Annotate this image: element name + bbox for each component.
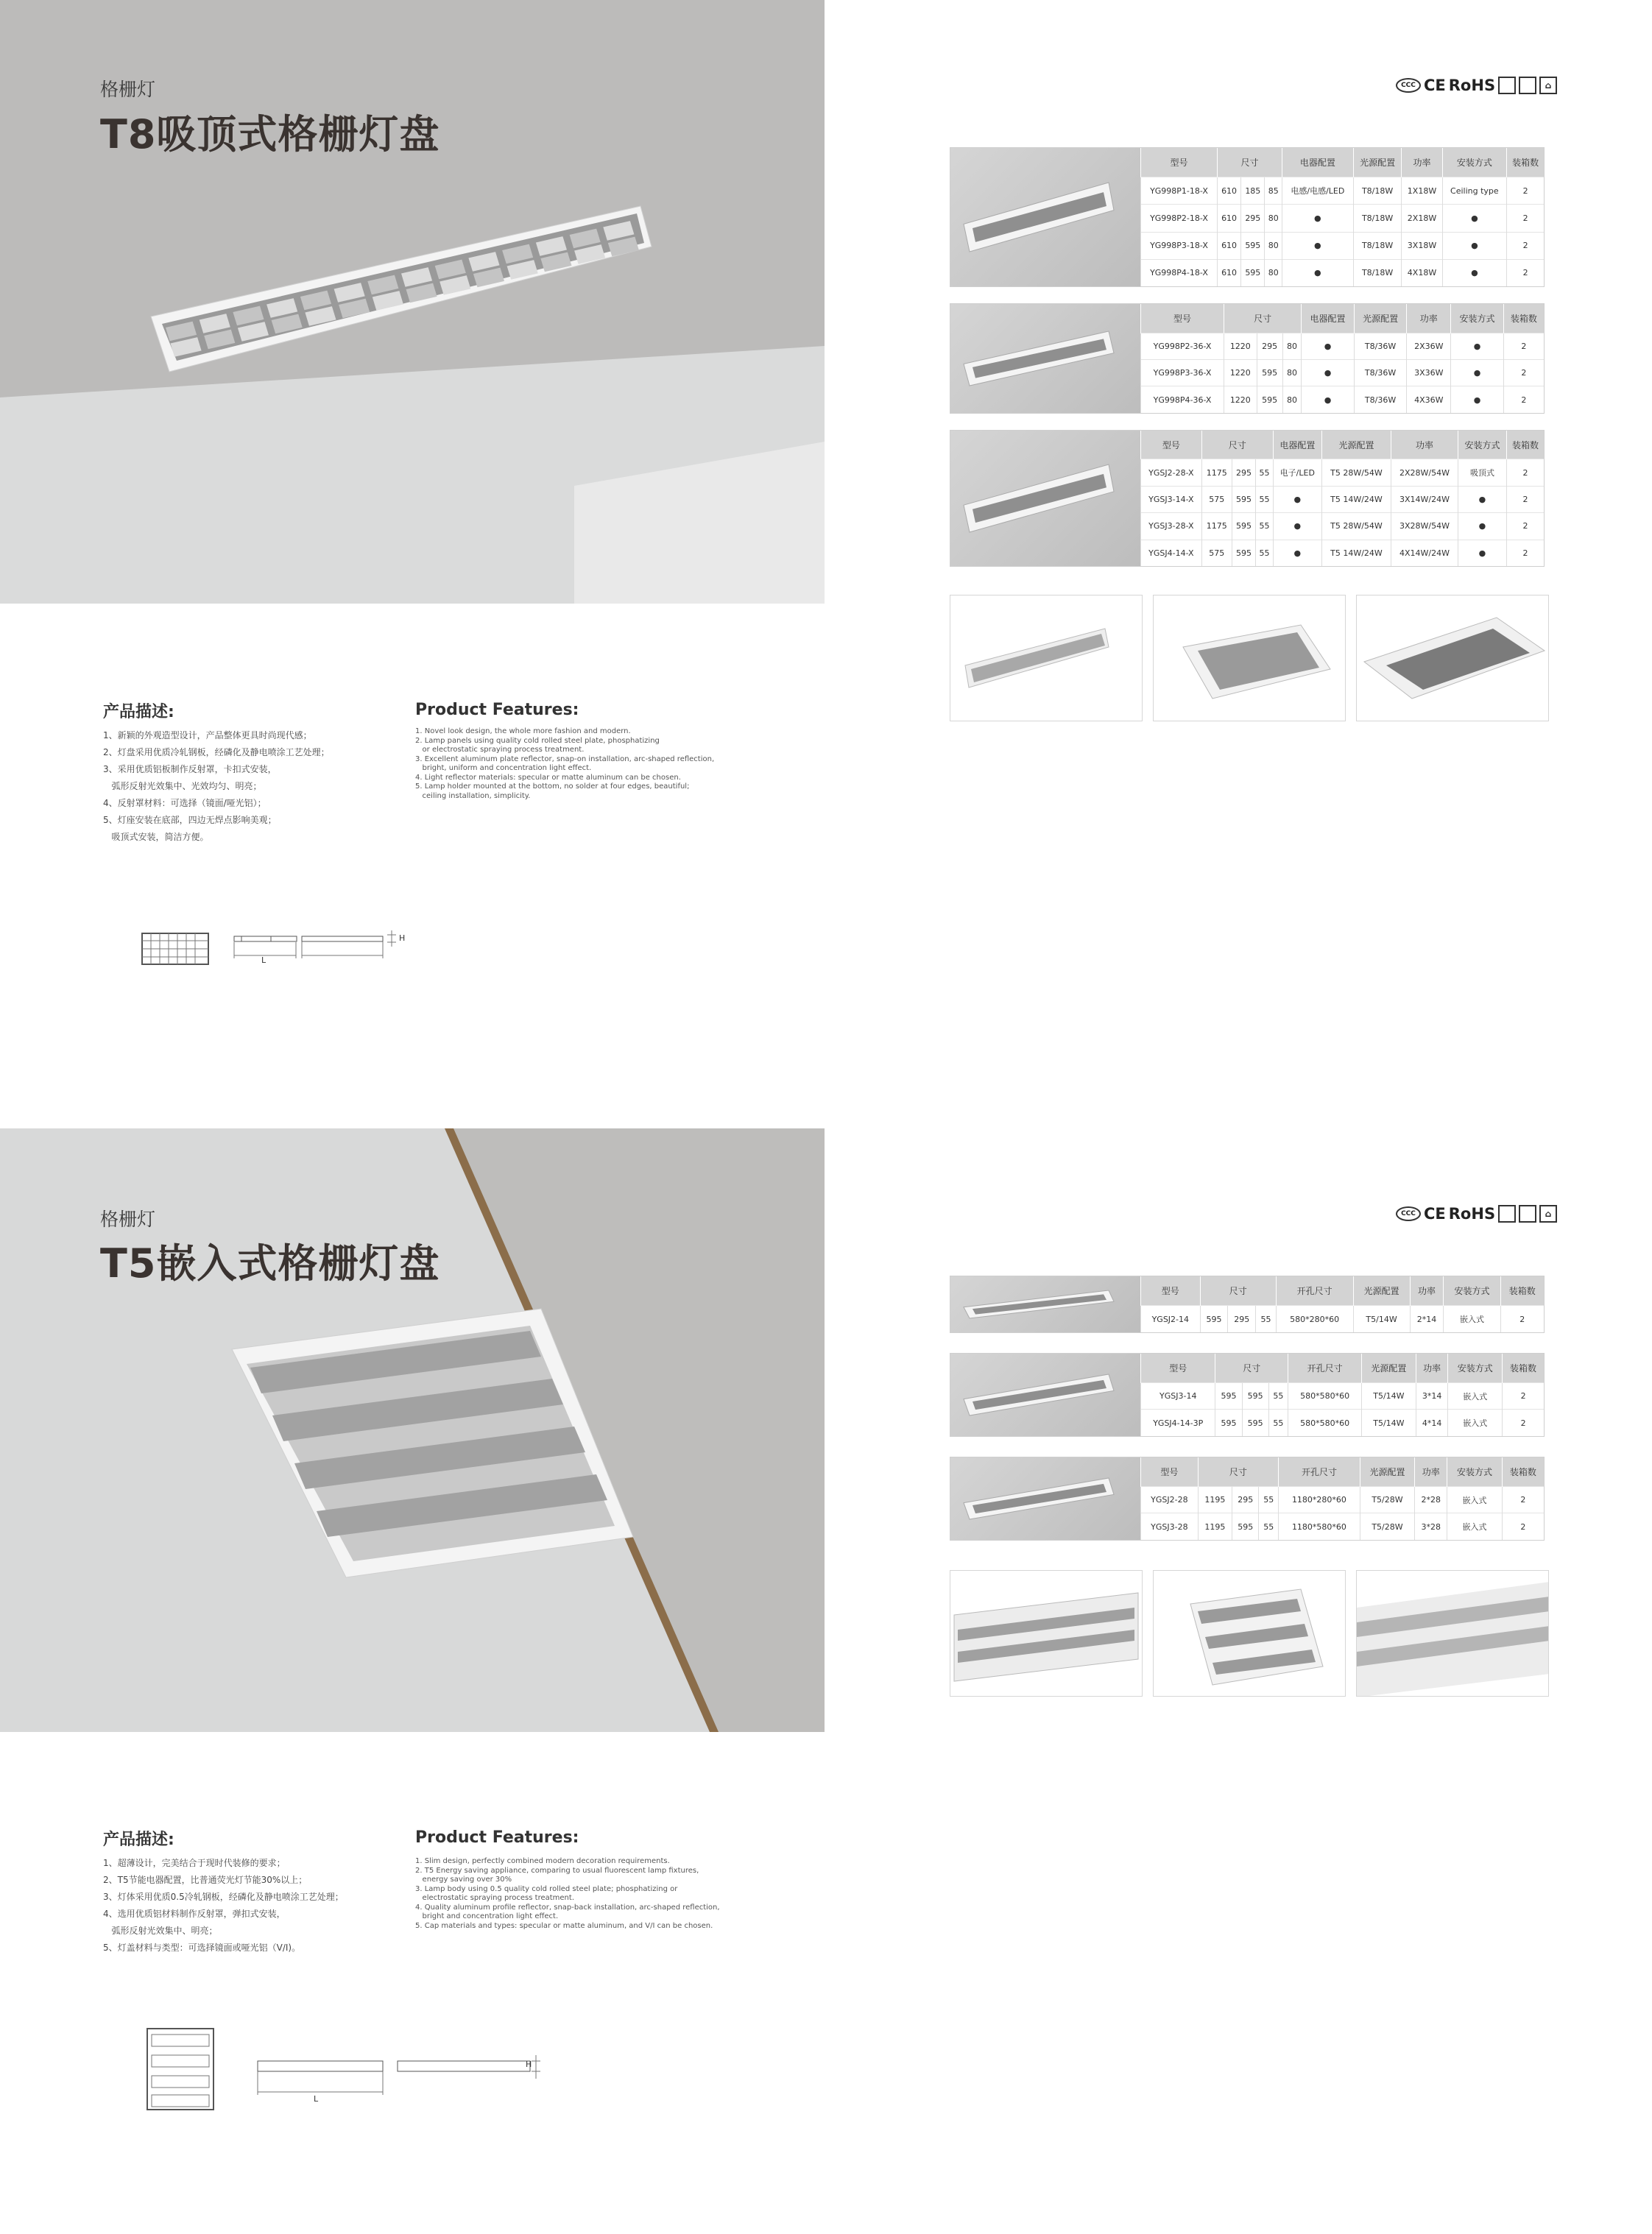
list-item: bright and concentration light effect. [415,1912,559,1920]
table-cell: 2*14 [1410,1306,1444,1332]
table-cell: 595 [1242,1410,1268,1436]
certification-marks [1396,77,1557,94]
table-header: 型号 [1141,1354,1215,1382]
desc-cn-list [103,1855,427,1956]
table-cell: ● [1442,232,1507,259]
table-cell: ● [1302,386,1355,413]
dimension-h-label: H [399,933,406,943]
table-cell: 85 [1265,177,1282,205]
desc-cn-title: 产品描述: [103,1831,174,1849]
table-cell: YGSJ4-14-X [1141,540,1202,566]
table-row [1141,333,1545,359]
dimension-drawing-t5 [146,2026,558,2114]
spec-tables-t8 [950,147,1545,567]
table-cell: 595 [1242,1382,1268,1410]
table-header: 安装方式 [1442,148,1507,177]
table-cell: YGSJ3-14 [1141,1382,1215,1410]
list-item: ceiling installation, simplicity. [415,791,531,800]
table-cell: 3X18W [1402,232,1442,259]
table-cell: YGSJ2-28 [1141,1486,1199,1513]
table-cell: ● [1273,513,1321,540]
product-photo [950,148,1140,286]
table-cell: 2 [1503,1410,1544,1436]
table-header: 开孔尺寸 [1279,1457,1360,1486]
table-cell: 1175 [1201,513,1232,540]
table-header: 安装方式 [1448,1354,1503,1382]
list-item: 3. Excellent aluminum plate reflector, snap-on installation, arc-shaped reflection, [415,754,715,763]
spec-block-2 [950,1353,1545,1437]
table-cell: 2 [1503,333,1544,359]
table-header: 功率 [1402,148,1442,177]
table-cell: YG998P3-36-X [1141,360,1224,386]
table-header: 功率 [1391,431,1458,459]
dimension-l-label: L [314,2094,319,2104]
table-cell: ● [1302,333,1355,359]
table-cell: YG998P2-18-X [1141,205,1218,232]
ccc-mark-icon: CCC [1396,1206,1421,1221]
table-header: 功率 [1416,1354,1448,1382]
product-photo [950,1457,1140,1540]
table-cell: YGSJ2-28-X [1141,459,1202,486]
dimension-l-label: L [261,955,266,965]
desc-cn-list [103,727,412,846]
table-row [1141,1513,1545,1540]
table-cell: T8/36W [1354,333,1407,359]
list-item: 5、灯座安装在底部，四边无焊点影响美观； [103,815,277,825]
table-row [1141,259,1545,286]
table-header: 电器配置 [1273,431,1321,459]
table-cell: 1180*580*60 [1279,1513,1360,1540]
desc-cn-title: 产品描述: [103,703,174,721]
list-item: 2. T5 Energy saving appliance, comparing to usual fluorescent lamp fixtures, [415,1866,699,1875]
table-row [1141,1410,1545,1436]
table-row [1141,540,1545,566]
thumbnail-row-t5 [950,1570,1549,1697]
table-cell: 1195 [1198,1513,1232,1540]
table-cell: 80 [1282,386,1302,413]
thumbnail-2 [1153,595,1346,721]
table-header: 尺寸 [1198,1457,1278,1486]
table-cell: 4X14W/24W [1391,540,1458,566]
table-cell: 55 [1259,1513,1279,1540]
thumbnail-3 [1356,595,1549,721]
spec-block-1 [950,1276,1545,1333]
desc-en-list [415,1857,798,1931]
table-cell: 2 [1502,1486,1544,1513]
table-header: 装箱数 [1503,304,1544,333]
table-header: 装箱数 [1506,431,1544,459]
rohs-mark-icon: RoHS [1448,1205,1496,1223]
list-item: 3、采用优质铝板制作反射罩，卡扣式安装， [103,764,277,774]
list-item: 4. Quality aluminum profile reflector, snap-back installation, arc-shaped reflection, [415,1903,720,1912]
table-cell: 4*14 [1416,1410,1448,1436]
table-cell: YGSJ3-28-X [1141,513,1202,540]
list-item: 2、T5节能电器配置，比普通荧光灯节能30%以上； [103,1875,308,1885]
table-cell: 80 [1282,360,1302,386]
table-cell: 595 [1241,232,1265,259]
ce-mark-icon: CE [1424,1205,1446,1223]
spec-block-2 [950,303,1545,414]
table-cell: 295 [1257,333,1282,359]
table-cell: 55 [1256,486,1274,512]
spec-table [1140,148,1544,286]
page-title: T5嵌入式格栅灯盘 [100,1240,440,1287]
table-header: 型号 [1141,431,1202,459]
table-cell: 295 [1241,205,1265,232]
table-cell: T8/36W [1354,360,1407,386]
table-cell: 610 [1217,232,1240,259]
product-photo [950,431,1140,566]
table-cell: ● [1273,540,1321,566]
table-cell: 3X36W [1407,360,1451,386]
list-item: 2. Lamp panels using quality cold rolled steel plate, phosphatizing [415,736,660,745]
list-item: energy saving over 30% [415,1876,512,1884]
table-cell: 1180*280*60 [1279,1486,1360,1513]
table-header: 型号 [1141,148,1218,177]
table-cell: 1195 [1198,1486,1232,1513]
table-cell: 185 [1241,177,1265,205]
table-cell: YG998P3-18-X [1141,232,1218,259]
table-cell: T5/28W [1360,1486,1414,1513]
table-cell: YG998P1-18-X [1141,177,1218,205]
table-cell: 595 [1232,486,1255,512]
table-cell: 2X18W [1402,205,1442,232]
table-cell: 2 [1506,513,1544,540]
table-cell: 595 [1200,1306,1228,1332]
thumbnail-row-t8 [950,595,1549,721]
table-header: 型号 [1141,1276,1201,1306]
table-cell: 610 [1217,259,1240,286]
list-item: 1. Slim design, perfectly combined modern decoration requirements. [415,1857,670,1865]
table-header: 光源配置 [1353,1276,1410,1306]
table-cell: 3*14 [1416,1382,1448,1410]
table-cell: 4X36W [1407,386,1451,413]
list-item: 3、灯体采用优质0.5冷轧钢板，经磷化及静电喷涂工艺处理； [103,1892,344,1902]
table-cell: ● [1451,360,1504,386]
rohs-mark-icon: RoHS [1448,77,1496,94]
table-cell: 580*580*60 [1288,1410,1362,1436]
product-photo [950,304,1140,413]
table-cell: 80 [1265,259,1282,286]
list-item: or electrostatic spraying process treatment. [415,746,585,754]
table-cell: 4X18W [1402,259,1442,286]
table-cell: ● [1451,386,1504,413]
table-header: 电器配置 [1302,304,1355,333]
desc-en-title: Product Features: [415,701,579,719]
table-cell: 嵌入式 [1447,1486,1502,1513]
table-header: 电器配置 [1282,148,1354,177]
table-cell: T8/18W [1353,259,1402,286]
table-cell: T5 14W/24W [1321,486,1391,512]
table-header: 功率 [1407,304,1451,333]
table-cell: ● [1442,205,1507,232]
table-header: 尺寸 [1217,148,1282,177]
table-cell: 3X28W/54W [1391,513,1458,540]
list-item: 5. Lamp holder mounted at the bottom, no solder at four edges, beautiful; [415,782,690,791]
table-cell: Ceiling type [1442,177,1507,205]
table-row [1141,1306,1545,1332]
spec-table [1140,304,1544,413]
table-cell: 2 [1507,232,1544,259]
thumbnail-3 [1356,1570,1549,1697]
table-cell: 595 [1232,513,1255,540]
table-cell: 嵌入式 [1444,1306,1500,1332]
table-cell: 1220 [1224,333,1257,359]
table-cell: ● [1458,513,1506,540]
table-row [1141,177,1545,205]
spec-block-3 [950,1457,1545,1541]
list-item: 吸顶式安装，简洁方便。 [103,832,209,842]
table-cell: T5/14W [1362,1410,1416,1436]
house-mark-icon: ⌂ [1539,77,1557,94]
dimension-h-label: H [526,2060,532,2069]
table-cell: ● [1451,333,1504,359]
table-header: 光源配置 [1321,431,1391,459]
table-cell: 1220 [1224,386,1257,413]
table-cell: T5/14W [1362,1382,1416,1410]
thumbnail-2 [1153,1570,1346,1697]
list-item: 5. Cap materials and types: specular or matte aluminum, and V/I can be chosen. [415,1921,713,1930]
table-cell: YGSJ3-14-X [1141,486,1202,512]
table-cell: 3*28 [1415,1513,1447,1540]
table-header: 装箱数 [1507,148,1544,177]
table-cell: 2 [1506,459,1544,486]
table-cell: 2 [1506,486,1544,512]
table-cell: 2 [1507,259,1544,286]
table-cell: 嵌入式 [1447,1513,1502,1540]
table-cell: 610 [1217,177,1240,205]
table-cell: ● [1273,486,1321,512]
page-title: T8吸顶式格栅灯盘 [100,111,440,158]
table-cell: 嵌入式 [1448,1382,1503,1410]
table-cell: 2*28 [1415,1486,1447,1513]
list-item: 4、选用优质铝材料制作反射罩，弹扣式安装， [103,1909,286,1919]
table-cell: T5 28W/54W [1321,459,1391,486]
list-item: 1、超薄设计，完美结合于现时代装修的要求； [103,1858,286,1868]
table-cell: 55 [1268,1382,1288,1410]
table-cell: 2 [1500,1306,1544,1332]
table-cell: YGSJ2-14 [1141,1306,1201,1332]
table-header: 型号 [1141,304,1224,333]
list-item: electrostatic spraying process treatment. [415,1894,574,1902]
table-cell: YGSJ3-28 [1141,1513,1199,1540]
table-header: 安装方式 [1447,1457,1502,1486]
table-cell: 2 [1503,360,1544,386]
table-cell: 2X36W [1407,333,1451,359]
table-cell: 电子/LED [1273,459,1321,486]
table-header: 装箱数 [1503,1354,1544,1382]
table-header: 型号 [1141,1457,1199,1486]
list-item: 2、灯盘采用优质冷轧钢板，经磷化及静电喷涂工艺处理； [103,747,330,757]
table-cell: 295 [1228,1306,1256,1332]
list-item: 4、反射罩材料：可选择（镜面/哑光铝）； [103,798,266,808]
table-row [1141,1382,1545,1410]
table-cell: 55 [1256,459,1274,486]
table-cell: T5 14W/24W [1321,540,1391,566]
table-cell: 580*580*60 [1288,1382,1362,1410]
table-cell: 55 [1256,540,1274,566]
list-item: 5、灯盖材料与类型：可选择镜面或哑光铝（V/I)。 [103,1943,301,1953]
table-header: 光源配置 [1353,148,1402,177]
table-cell: 80 [1282,333,1302,359]
table-cell: ● [1458,486,1506,512]
table-row [1141,486,1545,512]
table-row [1141,205,1545,232]
table-row [1141,1486,1545,1513]
table-cell: 55 [1256,1306,1277,1332]
table-header: 安装方式 [1444,1276,1500,1306]
table-cell: 2 [1507,205,1544,232]
table-header: 功率 [1410,1276,1444,1306]
category-label: 格栅灯 [100,79,156,100]
table-cell: 80 [1265,205,1282,232]
table-row [1141,386,1545,413]
spec-block-1 [950,147,1545,287]
table-cell: 1X18W [1402,177,1442,205]
desc-en-title: Product Features: [415,1828,579,1847]
table-cell: 2 [1507,177,1544,205]
table-cell: 3X14W/24W [1391,486,1458,512]
table-cell: 80 [1265,232,1282,259]
table-cell: 580*280*60 [1276,1306,1353,1332]
spec-table [1140,431,1544,566]
list-item: 3. Lamp body using 0.5 quality cold rolled steel plate; phosphatizing or [415,1884,678,1893]
table-cell: 2 [1502,1513,1544,1540]
thumbnail-1 [950,595,1143,721]
table-cell: ● [1282,259,1354,286]
table-header: 安装方式 [1451,304,1504,333]
table-row [1141,459,1545,486]
certification-marks [1396,1205,1557,1223]
table-row [1141,232,1545,259]
category-label: 格栅灯 [100,1209,156,1230]
desc-en-list [415,727,783,801]
table-cell: 575 [1201,540,1232,566]
house-mark-icon: ⌂ [1539,1205,1557,1223]
table-header: 尺寸 [1201,431,1273,459]
table-cell: 55 [1256,513,1274,540]
table-cell: 1220 [1224,360,1257,386]
table-header: 尺寸 [1215,1354,1288,1382]
table-row [1141,360,1545,386]
table-cell: 2 [1506,540,1544,566]
table-cell: YGSJ4-14-3P [1141,1410,1215,1436]
table-cell: 2X28W/54W [1391,459,1458,486]
list-item: 弧形反射光效集中、明亮； [103,1926,218,1936]
table-cell: 电感/电感/LED [1282,177,1354,205]
table-cell: YG998P4-36-X [1141,386,1224,413]
table-cell: 575 [1201,486,1232,512]
table-header: 功率 [1415,1457,1447,1486]
table-row [1141,513,1545,540]
table-cell: 2 [1503,386,1544,413]
table-cell: 595 [1215,1410,1242,1436]
list-item: 4. Light reflector materials: specular or matte aluminum can be chosen. [415,773,681,782]
table-cell: 595 [1215,1382,1242,1410]
table-cell: YG998P4-18-X [1141,259,1218,286]
table-header: 光源配置 [1360,1457,1414,1486]
table-cell: 1175 [1201,459,1232,486]
table-cell: T8/18W [1353,205,1402,232]
table-header: 尺寸 [1200,1276,1276,1306]
table-cell: 595 [1232,540,1255,566]
table-cell: 嵌入式 [1448,1410,1503,1436]
list-item: 1. Novel look design, the whole more fashion and modern. [415,727,631,735]
table-cell: 55 [1259,1486,1279,1513]
ccc-mark-icon: CCC [1396,78,1421,93]
table-header: 光源配置 [1354,304,1407,333]
table-cell: ● [1458,540,1506,566]
table-header: 光源配置 [1362,1354,1416,1382]
table-cell: ● [1302,360,1355,386]
blank-mark-icon [1498,77,1516,94]
ce-mark-icon: CE [1424,77,1446,94]
list-item: 1、新颖的外观造型设计，产品整体更具时尚现代感； [103,730,312,740]
table-cell: 2 [1503,1382,1544,1410]
table-cell: 610 [1217,205,1240,232]
blank-mark-icon [1498,1205,1516,1223]
spec-tables-t5 [950,1276,1545,1541]
spec-block-3 [950,430,1545,567]
table-cell: 595 [1257,386,1282,413]
table-cell: 295 [1232,1486,1258,1513]
table-header: 安装方式 [1458,431,1506,459]
table-header: 装箱数 [1502,1457,1544,1486]
table-cell: T5/14W [1353,1306,1410,1332]
table-cell: 吸顶式 [1458,459,1506,486]
table-header: 开孔尺寸 [1276,1276,1353,1306]
spec-table [1140,1354,1544,1436]
product-photo [950,1276,1140,1332]
table-cell: 295 [1232,459,1255,486]
table-cell: YG998P2-36-X [1141,333,1224,359]
table-cell: ● [1442,259,1507,286]
table-header: 开孔尺寸 [1288,1354,1362,1382]
table-cell: 595 [1241,259,1265,286]
table-cell: T5 28W/54W [1321,513,1391,540]
table-cell: T8/18W [1353,232,1402,259]
table-header: 尺寸 [1224,304,1302,333]
table-cell: T8/36W [1354,386,1407,413]
spec-table [1140,1276,1544,1332]
bin-mark-icon [1519,77,1536,94]
table-cell: ● [1282,232,1354,259]
dimension-drawing-t8 [140,929,523,973]
table-cell: T5/28W [1360,1513,1414,1540]
table-cell: ● [1282,205,1354,232]
table-header: 装箱数 [1500,1276,1544,1306]
product-photo [950,1354,1140,1436]
spec-table [1140,1457,1544,1540]
table-cell: 595 [1232,1513,1258,1540]
list-item: 弧形反射光效集中、光效均匀、明亮； [103,781,262,791]
list-item: bright, uniform and concentration light effect. [415,764,592,772]
table-cell: 595 [1257,360,1282,386]
table-cell: T8/18W [1353,177,1402,205]
thumbnail-1 [950,1570,1143,1697]
bin-mark-icon [1519,1205,1536,1223]
table-cell: 55 [1268,1410,1288,1436]
